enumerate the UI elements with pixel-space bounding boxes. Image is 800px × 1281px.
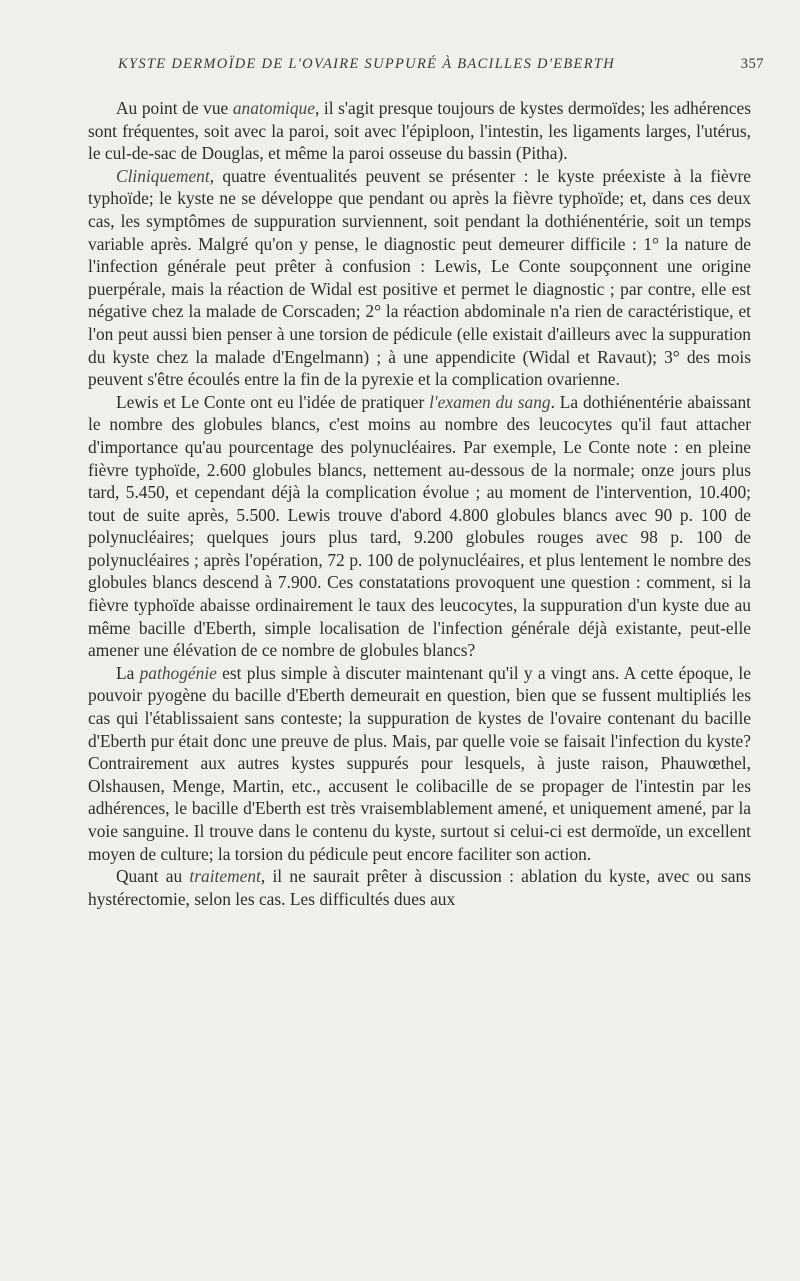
running-header — [118, 56, 764, 78]
text-run: , quatre éventualités peuvent se présenter : le kyste préexiste à la fièvre typhoïde; le kyste ne se développe que pendant ou après la fièvre typhoïde; et, dans ces deux cas, les symptômes de suppuration surviennent, soit pendant la dothiénentérie, soit un temps variable après. Malgré qu'on y pense, le diagnostic peut demeurer difficile : 1° la nature de l'infection générale peut prêter à confusion : Lewis, Le Conte soupçonnent une origine puerpérale, mais la réaction de Widal est positive et permet le diagnostic ; par contre, elle est négative chez la malade de Corscaden; 2° la réaction abdominale n'a rien de caractéristique, et l'on peut aussi bien penser à une torsion de pédicule (elle existait d'ailleurs avec la suppuration du kyste chez la malade d'Engelmann) ; à une appendicite (Widal et Ravaut); 3° des mois peuvent s'être écoulés entre la fin de la pyrexie et la complication ovarienne. — [88, 165, 751, 390]
paragraph-anatomy — [88, 97, 751, 165]
emphasized-term: anatomique — [232, 98, 315, 118]
text-run: Quant au — [116, 866, 190, 887]
text-run: Lewis et Le Conte ont eu l'idée de pratiquer — [116, 391, 430, 412]
text-run: , il ne saurait prêter à discussion : ablation du kyste, avec ou sans hystérectomie, selon les cas. Les difficultés dues aux — [88, 866, 751, 909]
emphasized-term: pathogénie — [139, 662, 217, 683]
text-run: Au point de vue — [116, 98, 233, 118]
paragraph-clinical — [88, 165, 751, 391]
emphasized-term: Cliniquement — [116, 165, 210, 186]
paragraph-treatment — [88, 865, 751, 910]
text-run: . La dothiénentérie abaissant le nombre des globules blancs, c'est moins au nombre des leucocytes qu'il faut attacher d'importance qu'au pourcentage des polynucléaires. Par exemple, Le Conte note : en pleine fièvre typhoïde, 2.600 globules blancs, nettement au-dessous de la normale; onze jours plus tard, 5.450, et cependant déjà la complication évolue ; au moment de l'intervention, 10.400; tout de suite après, 5.500. Lewis trouve d'abord 4.800 globules blancs avec 90 p. 100 de polynucléaires; quelques jours plus tard, 9.200 globules rouges avec 98 p. 100 de polynucléaires ; après l'opération, 72 p. 100 de polynucléaires, et plus lentement le nombre des globules blancs descend à 7.900. Ces constatations provoquent une question : comment, si la fièvre typhoïde abaisse ordinairement le taux des leucocytes, la suppuration d'un kyste due au même bacille d'Eberth, simple localisation de l'infection générale déjà existante, peut-elle amener une élévation de ce nombre de globules blancs? — [88, 391, 751, 661]
paragraph-pathogeny — [88, 662, 751, 865]
text-run: La — [116, 662, 140, 683]
paragraph-blood-exam — [88, 391, 751, 662]
page-number: 357 — [740, 56, 764, 72]
emphasized-term: traitement — [189, 866, 261, 887]
running-title: KYSTE DERMOÏDE DE L'OVAIRE SUPPURÉ À BACILLES D'EBERTH — [118, 56, 615, 72]
text-run: est plus simple à discuter maintenant qu'il y a vingt ans. A cette époque, le pouvoir pyogène du bacille d'Eberth demeurait en question, bien que se fussent multipliés les cas qui l'établissaient sans conteste; la suppuration de kystes de l'ovaire contenant du bacille d'Eberth pur était donc une preuve de plus. Mais, par quelle voie se faisait l'infection du kyste? Contrairement aux autres kystes suppurés pour lesquels, à juste raison, Phauwœthel, Olshausen, Menge, Martin, etc., accusent le colibacille de se propager de l'intestin par les adhérences, le bacille d'Eberth est très vraisemblablement amené, et uniquement amené, par la voie sanguine. Il trouve dans le contenu du kyste, surtout si celui-ci est dermoïde, un excellent moyen de culture; la torsion du pédicule peut encore faciliter son action. — [88, 662, 751, 864]
emphasized-term: l'examen du sang — [429, 391, 551, 412]
body-text — [88, 97, 751, 910]
text-run: , il s'agit presque toujours de kystes dermoïdes; les adhérences sont fréquentes, soit avec la paroi, soit avec l'épiploon, l'intestin, les ligaments larges, l'utérus, le cul-de-sac de Douglas, et même la paroi osseuse du bassin (Pitha). — [88, 98, 751, 164]
